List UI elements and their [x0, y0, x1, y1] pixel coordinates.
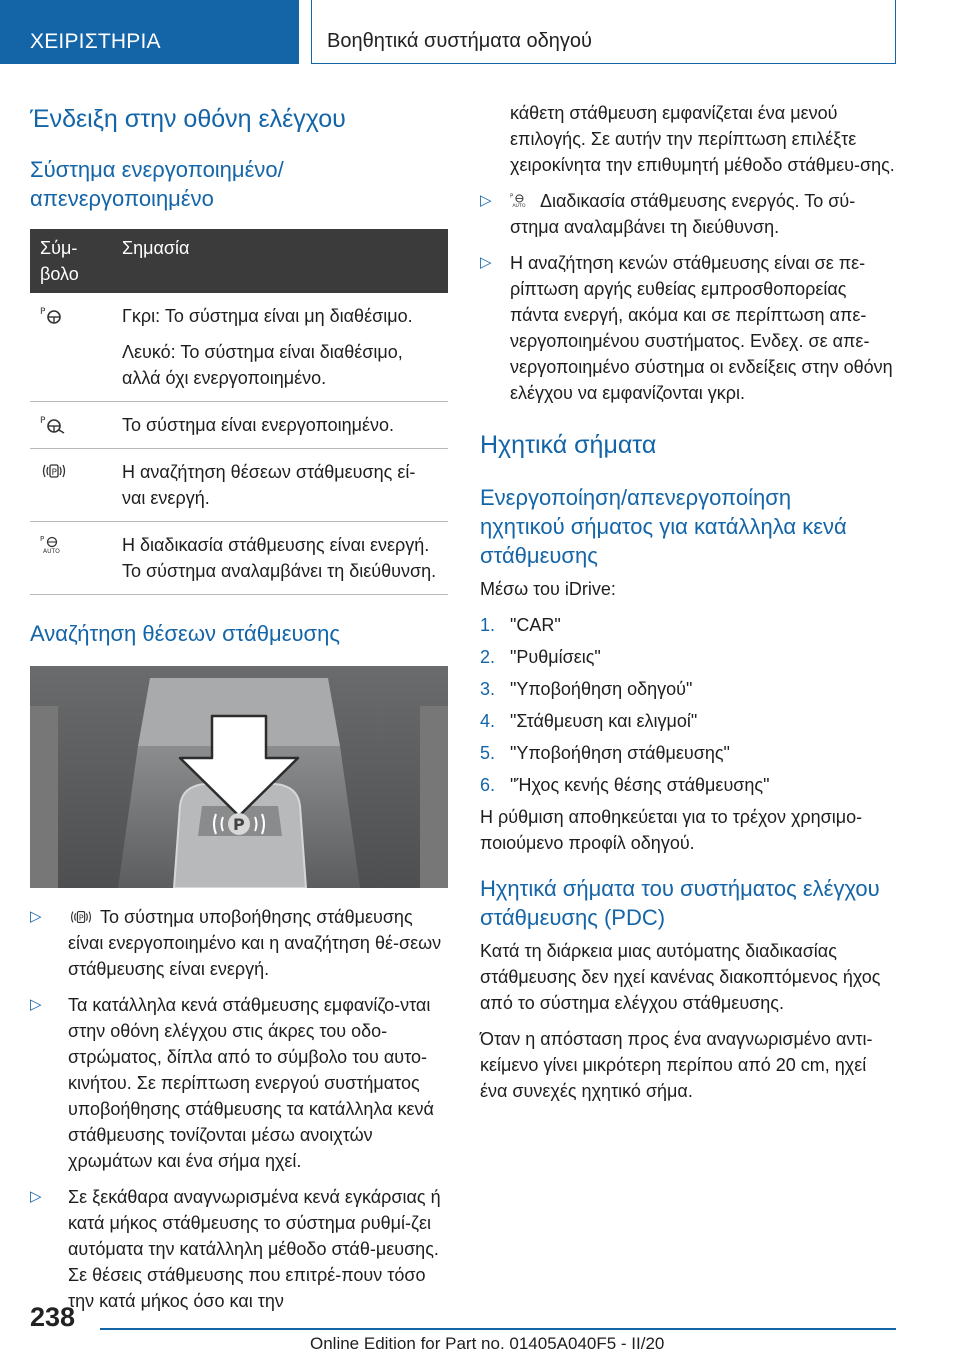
step-item: 4. "Στάθμευση και ελιγμοί": [480, 711, 698, 731]
pdc-paragraph: Κατά τη διάρκεια μιας αυτόματης διαδικασίας στάθμευσης δεν ηχεί κανένας διακοπτόμενος ήχος από το σύστημα ελέγχου στάθμευσης.: [480, 941, 881, 1013]
svg-text:P: P: [78, 912, 84, 923]
table-row: [30, 449, 448, 522]
parking-search-icon: [40, 461, 68, 481]
footer-rule: [100, 1328, 896, 1330]
triangle-bullet-icon: ▷: [30, 1188, 42, 1205]
step-item: 1. "CAR": [480, 615, 561, 635]
triangle-bullet-icon: ▷: [480, 192, 492, 209]
page-number: 238: [30, 1302, 76, 1332]
pdc-paragraph: Όταν η απόσταση προς ένα αναγνωρισμένο αντι-κείμενο γίνει μικρότερη περίπου από 20 cm, ηχεί ένα συνεχές ηχητικό σήμα.: [480, 1029, 873, 1101]
chapter-title: Βοηθητικά συστήματα οδηγού: [311, 0, 896, 64]
audio-heading: Ηχητικά σήματα: [480, 431, 657, 459]
step-item: 5. "Υποβοήθηση στάθμευσης": [480, 743, 730, 763]
meaning-line: Λευκό: Το σύστημα είναι διαθέσιμο, αλλά όχι ενεργοποιημένο.: [122, 342, 403, 388]
svg-text:P: P: [40, 307, 46, 317]
section-tab: ΧΕΙΡΙΣΤΗΡΙΑ: [0, 0, 299, 64]
bullet-text: Το σύστημα υποβοήθησης στάθμευσης είναι ενεργοποιημένο και η αναζήτηση θέ-σεων στάθμευσης είναι ενεργή.: [68, 907, 442, 979]
meaning-line: Η διαδικασία στάθμευσης είναι ενεργή. Το σύστημα αναλαμβάνει τη διεύθυνση.: [122, 535, 437, 581]
bullet-text: Σε ξεκάθαρα αναγνωρισμένα κενά εγκάρσιας ή κατά μήκος στάθμευσης το σύστημα ρυθμί-ζει αυτόματα την κατάλληλη μέθοδο στάθ-μευσης. Σε θέσεις στάθμευσης που επιτρέ-πουν τόσο την κατά μήκος όσο και την: [68, 1187, 441, 1311]
svg-text:P: P: [40, 535, 45, 543]
idrive-steps: [480, 612, 898, 798]
table-row: [30, 293, 448, 402]
parking-steering-active-icon: [40, 414, 68, 434]
table-header-symbol: Σύμ-βολο: [30, 229, 112, 293]
status-bullet-list: [480, 188, 898, 406]
step-item: 3. "Υποβοήθηση οδηγού": [480, 679, 693, 699]
bullet-text: Η αναζήτηση κενών στάθμευσης είναι σε πε-ρίπτωση αργής ευθείας εμπροσθοπορείας πάντα ενεργή, ακόμα και σε περίπτωση απε-νεργοποιημένου συστήματος. Ενδεχ. σε απε-νεργοποιημένο σύστημα οι ενδείξεις στην οθόνη ελέγχου να εμφανίζονται γκρι.: [510, 253, 893, 403]
audio-subheading: Ενεργοποίηση/απενεργοποίηση ηχητικού σήματος για κατάλληλα κενά στάθμευσης: [480, 485, 847, 568]
right-column: [480, 100, 898, 1104]
bullet-text: Διαδικασία στάθμευσης ενεργός. Το σύ-στημα αναλαμβάνει τη διεύθυνση.: [510, 191, 856, 237]
svg-text:P: P: [40, 416, 46, 426]
svg-text:P: P: [233, 815, 245, 834]
meaning-line: Γκρι: Το σύστημα είναι μη διαθέσιμο.: [122, 306, 413, 326]
search-bullet-list: [30, 904, 448, 1314]
parking-auto-icon: [40, 534, 68, 554]
triangle-bullet-icon: ▷: [30, 908, 42, 925]
svg-text:AUTO: AUTO: [43, 548, 60, 554]
step-item: 6. "Ήχος κενής θέσης στάθμευσης": [480, 775, 770, 795]
page-title: Ένδειξη στην οθόνη ελέγχου: [30, 105, 346, 133]
list-item: [30, 1184, 448, 1314]
list-item: [480, 250, 898, 406]
svg-text:P: P: [51, 468, 57, 478]
list-item: [480, 188, 898, 240]
list-item: [30, 904, 448, 982]
search-heading: Αναζήτηση θέσεων στάθμευσης: [30, 621, 340, 646]
idrive-intro: Μέσω του iDrive:: [480, 579, 616, 599]
triangle-bullet-icon: ▷: [30, 996, 42, 1013]
subsection-heading: Σύστημα ενεργοποιημένο/απενεργοποιημένο: [30, 157, 284, 211]
meaning-line: Η αναζήτηση θέσεων στάθμευσης εί-ναι ενεργή.: [122, 462, 416, 508]
parking-search-icon: [68, 908, 94, 926]
edition-note: Online Edition for Part no. 01405A040F5 - II/20: [310, 1334, 665, 1353]
parking-scene-graphic: [30, 666, 448, 888]
step-item: 2. "Ρυθμίσεις": [480, 647, 601, 667]
table-row: [30, 522, 448, 595]
parking-steering-icon: [40, 305, 68, 325]
svg-text:P: P: [510, 193, 514, 200]
list-item: [30, 992, 448, 1174]
triangle-bullet-icon: ▷: [480, 254, 492, 271]
bullet-text: Τα κατάλληλα κενά στάθμευσης εμφανίζο-νται στην οθόνη ελέγχου στις άκρες του οδο-στρώματος, δίπλα από το σύμβολο του αυτο-κινήτου. Σε περίπτωση ενεργού συστήματος υποβοήθησης στάθμευσης τα κατάλληλα κενά στάθμευσης τονίζονται μέσω ανοιχτών χρωμάτων και ένα σήμα ηχεί.: [68, 995, 434, 1171]
table-row: [30, 402, 448, 449]
parking-display-illustration: [30, 666, 448, 888]
meaning-line: Το σύστημα είναι ενεργοποιημένο.: [122, 415, 395, 435]
svg-text:AUTO: AUTO: [512, 204, 526, 210]
parking-auto-icon: [510, 190, 532, 210]
symbol-table: [30, 229, 448, 595]
table-header-meaning: Σημασία: [112, 229, 448, 293]
left-column: [30, 104, 448, 1324]
continuation-text: κάθετη στάθμευση εμφανίζεται ένα μενού επιλογής. Σε αυτήν την περίπτωση επιλέξτε χειροκίνητα την επιθυμητή μέθοδο στάθμευ-σης.: [510, 103, 895, 175]
saved-note: Η ρύθμιση αποθηκεύεται για το τρέχον χρησιμο-ποιούμενο προφίλ οδηγού.: [480, 807, 863, 853]
pdc-heading: Ηχητικά σήματα του συστήματος ελέγχου στάθμευσης (PDC): [480, 876, 880, 930]
